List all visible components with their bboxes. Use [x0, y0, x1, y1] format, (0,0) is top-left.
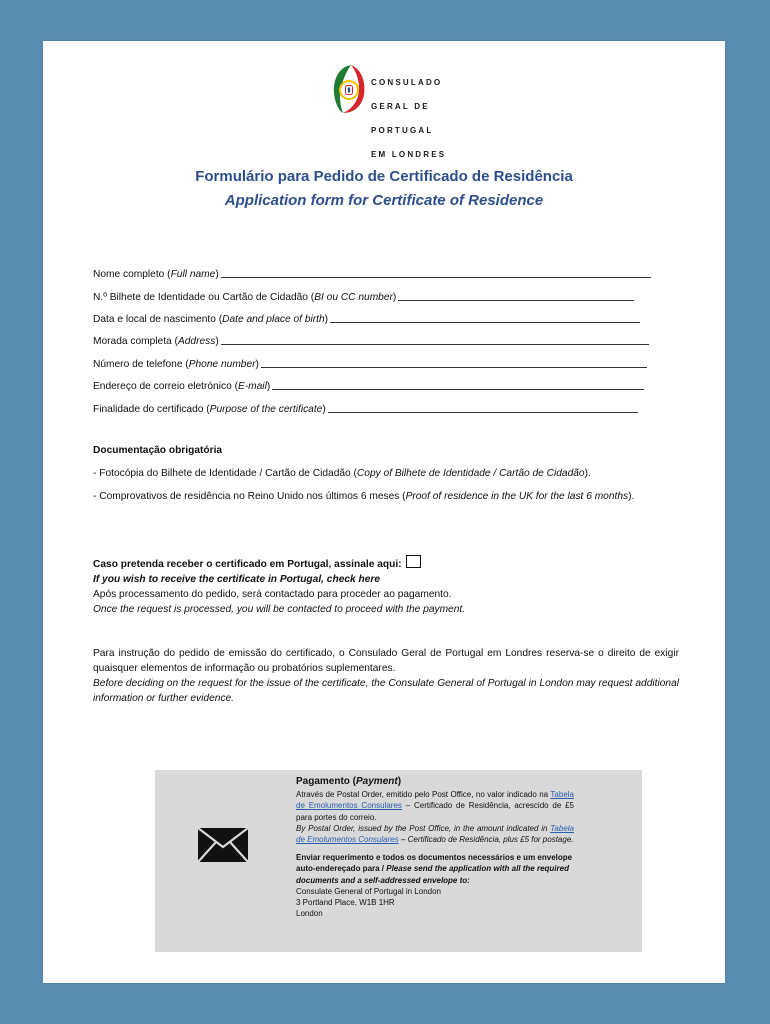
receive-in-portugal-question: Caso pretenda receber o certificado em Portugal, assinale aqui:	[93, 559, 402, 570]
portugal-coat-of-arms-icon	[329, 63, 369, 115]
additional-evidence-notice	[93, 646, 679, 706]
phone-line[interactable]	[261, 357, 647, 368]
consulate-address-line-2: 3 Portland Place, W1B 1HR	[296, 898, 395, 908]
field-address[interactable]: Morada completa (Address)	[93, 333, 677, 347]
consulate-address-line-3: London	[296, 909, 323, 919]
receive-in-portugal-section	[93, 555, 683, 617]
birth-line[interactable]	[330, 312, 640, 323]
payment-title: Pagamento (Payment)	[296, 776, 402, 787]
consulate-address-line-1: Consulate General of Portugal in London	[296, 886, 441, 896]
payment-instructions-en: By Postal Order, issued by the Post Office, in the amount indicated in Tabela de Emolumentos Consulares – Certificado de Residência, plus £5 for postage.	[296, 823, 574, 845]
field-email[interactable]: Endereço de correio eletrónico (E-mail)	[93, 378, 677, 392]
receive-in-portugal-checkbox[interactable]	[406, 555, 421, 568]
document-item-residence-proof: - Comprovativos de residência no Reino Unido nos últimos 6 meses (Proof of residence in the UK for the last 6 months).	[93, 491, 635, 502]
id-number-line[interactable]	[398, 290, 634, 301]
receive-in-portugal-question-en: If you wish to receive the certificate in Portugal, check here	[93, 574, 381, 585]
logo-text: CONSULADO GERAL DE PORTUGAL EM LONDRES	[371, 78, 447, 159]
field-id-number[interactable]: N.º Bilhete de Identidade ou Cartão de Cidadão (BI ou CC number)	[93, 289, 677, 303]
title-english: Application form for Certificate of Residence	[224, 192, 544, 209]
title-portuguese: Formulário para Pedido de Certificado de Residência	[195, 168, 573, 185]
field-birth[interactable]: Data e local de nascimento (Date and place of birth)	[93, 311, 677, 325]
send-instructions: Enviar requerimento e todos os documentos necessários e um envelope auto-endereçado para / Please send the application with all the required documents and a self-addressed envelope to:	[296, 853, 573, 885]
documents-heading: Documentação obrigatória	[93, 445, 223, 456]
full-name-line[interactable]	[221, 267, 651, 278]
form-page	[43, 41, 725, 983]
envelope-icon	[197, 827, 249, 863]
payment-box	[155, 770, 642, 952]
email-line[interactable]	[272, 379, 644, 390]
additional-evidence-en: Before deciding on the request for the issue of the certificate, the Consulate General of Portugal in London may request additional information or further evidence.	[93, 678, 679, 704]
field-purpose[interactable]: Finalidade do certificado (Purpose of the certificate)	[93, 401, 677, 415]
purpose-line[interactable]	[328, 402, 638, 413]
additional-evidence-pt: Para instrução do pedido de emissão do certificado, o Consulado Geral de Portugal em Londres reserva-se o direito de exigir quaisquer elementos de informação ou probatórios suplementares.	[93, 648, 679, 674]
address-line[interactable]	[221, 334, 649, 345]
field-full-name[interactable]: Nome completo (Full name)	[93, 266, 677, 280]
document-item-id-copy: - Fotocópia do Bilhete de Identidade / Cartão de Cidadão (Copy of Bilhete de Identidade / Cartão de Cidadão).	[93, 468, 591, 479]
payment-text	[296, 776, 574, 919]
payment-instructions-pt: Através de Postal Order, emitido pelo Post Office, no valor indicado na Tabela de Emolumentos Consulares – Certificado de Residência, acrescido de £5 para portes do correio.	[296, 790, 575, 822]
consulate-logo	[329, 63, 459, 159]
field-phone[interactable]: Número de telefone (Phone number)	[93, 356, 677, 370]
payment-contact-note: Após processamento do pedido, será contactado para proceder ao pagamento.	[93, 589, 452, 600]
emolumentos-link[interactable]: Tabela de Emolumentos Consulares	[296, 790, 574, 811]
emolumentos-link-en[interactable]: Tabela de Emolumentos Consulares	[296, 823, 574, 845]
payment-contact-note-en: Once the request is processed, you will be contacted to proceed with the payment.	[93, 604, 466, 615]
